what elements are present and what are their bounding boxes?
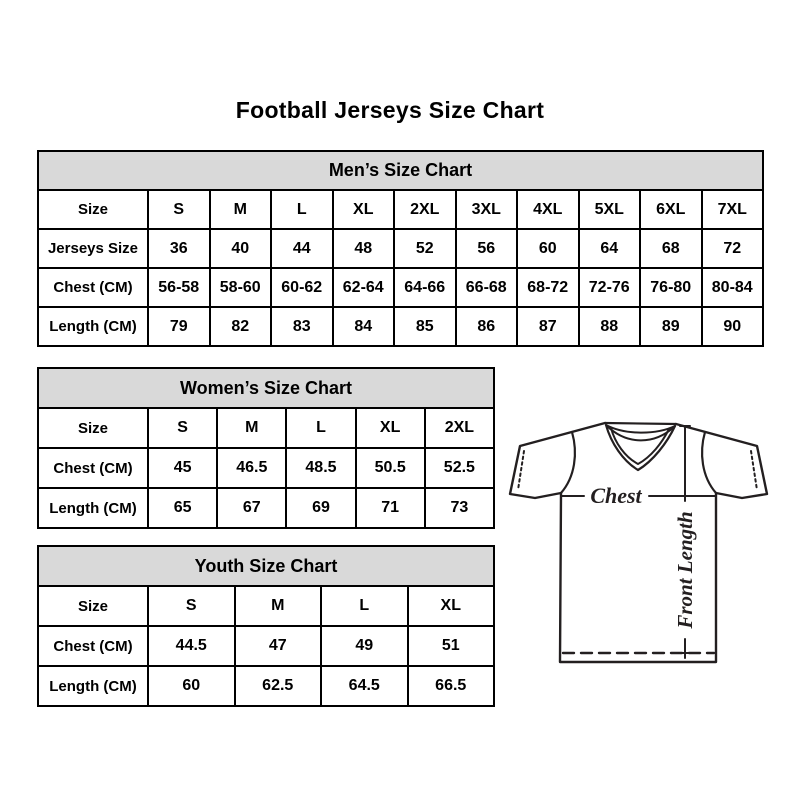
size-value: 84 bbox=[333, 307, 395, 346]
youth-size-table bbox=[37, 545, 495, 707]
column-header: 2XL bbox=[425, 408, 494, 448]
size-value: 87 bbox=[517, 307, 579, 346]
size-value: 48.5 bbox=[286, 448, 355, 488]
column-header: S bbox=[148, 190, 210, 229]
size-value: 45 bbox=[148, 448, 217, 488]
page-title: Football Jerseys Size Chart bbox=[235, 97, 545, 123]
size-value: 56 bbox=[456, 229, 518, 268]
column-header: 4XL bbox=[517, 190, 579, 229]
size-value: 46.5 bbox=[217, 448, 286, 488]
table-title: Youth Size Chart bbox=[38, 546, 494, 586]
column-header: XL bbox=[408, 586, 495, 626]
table-header-row bbox=[38, 190, 763, 229]
column-header: L bbox=[321, 586, 408, 626]
front-length-label: Front Length bbox=[673, 511, 697, 629]
size-value: 49 bbox=[321, 626, 408, 666]
table-title-row bbox=[38, 546, 494, 586]
size-value: 40 bbox=[210, 229, 272, 268]
size-value: 79 bbox=[148, 307, 210, 346]
column-header: 3XL bbox=[456, 190, 518, 229]
table-header-row bbox=[38, 408, 494, 448]
size-value: 60 bbox=[148, 666, 235, 706]
column-header: Size bbox=[38, 586, 148, 626]
table-header-row bbox=[38, 586, 494, 626]
row-label: Chest (CM) bbox=[38, 626, 148, 666]
size-value: 72 bbox=[702, 229, 764, 268]
table-row bbox=[38, 448, 494, 488]
row-label: Jerseys Size bbox=[38, 229, 148, 268]
table-row bbox=[38, 488, 494, 528]
size-value: 62.5 bbox=[235, 666, 322, 706]
column-header: XL bbox=[333, 190, 395, 229]
size-value: 67 bbox=[217, 488, 286, 528]
size-value: 90 bbox=[702, 307, 764, 346]
jersey-armhole-seam-right bbox=[702, 432, 716, 493]
jersey-cuff-stitch-right bbox=[751, 451, 757, 490]
size-value: 47 bbox=[235, 626, 322, 666]
size-value: 89 bbox=[640, 307, 702, 346]
column-header: Size bbox=[38, 190, 148, 229]
size-value: 64.5 bbox=[321, 666, 408, 706]
column-header: XL bbox=[356, 408, 425, 448]
jersey-measurement-diagram bbox=[495, 395, 780, 680]
size-value: 64-66 bbox=[394, 268, 456, 307]
size-value: 83 bbox=[271, 307, 333, 346]
womens-size-table bbox=[37, 367, 495, 529]
jersey-collar-top-edge bbox=[605, 423, 676, 424]
size-value: 52.5 bbox=[425, 448, 494, 488]
size-value: 82 bbox=[210, 307, 272, 346]
size-value: 72-76 bbox=[579, 268, 641, 307]
size-value: 60 bbox=[517, 229, 579, 268]
row-label: Chest (CM) bbox=[38, 448, 148, 488]
size-value: 44 bbox=[271, 229, 333, 268]
jersey-collar-curve-1 bbox=[606, 425, 675, 433]
size-value: 50.5 bbox=[356, 448, 425, 488]
column-header: 2XL bbox=[394, 190, 456, 229]
column-header: M bbox=[210, 190, 272, 229]
size-value: 52 bbox=[394, 229, 456, 268]
table-row bbox=[38, 229, 763, 268]
column-header: Size bbox=[38, 408, 148, 448]
column-header: M bbox=[235, 586, 322, 626]
table-row bbox=[38, 307, 763, 346]
jersey-armhole-seam-left bbox=[561, 432, 575, 493]
size-value: 68-72 bbox=[517, 268, 579, 307]
size-value: 71 bbox=[356, 488, 425, 528]
row-label: Length (CM) bbox=[38, 307, 148, 346]
column-header: M bbox=[217, 408, 286, 448]
table-row bbox=[38, 666, 494, 706]
column-header: 5XL bbox=[579, 190, 641, 229]
size-value: 66-68 bbox=[456, 268, 518, 307]
size-value: 62-64 bbox=[333, 268, 395, 307]
column-header: S bbox=[148, 408, 217, 448]
size-value: 58-60 bbox=[210, 268, 272, 307]
size-value: 68 bbox=[640, 229, 702, 268]
size-value: 65 bbox=[148, 488, 217, 528]
row-label: Chest (CM) bbox=[38, 268, 148, 307]
size-value: 44.5 bbox=[148, 626, 235, 666]
table-row bbox=[38, 626, 494, 666]
size-value: 88 bbox=[579, 307, 641, 346]
size-value: 64 bbox=[579, 229, 641, 268]
size-value: 48 bbox=[333, 229, 395, 268]
chest-label: Chest bbox=[590, 483, 642, 508]
mens-size-table bbox=[37, 150, 764, 347]
table-title: Women’s Size Chart bbox=[38, 368, 494, 408]
column-header: 6XL bbox=[640, 190, 702, 229]
size-value: 73 bbox=[425, 488, 494, 528]
size-value: 51 bbox=[408, 626, 495, 666]
column-header: L bbox=[286, 408, 355, 448]
size-value: 86 bbox=[456, 307, 518, 346]
table-row bbox=[38, 268, 763, 307]
column-header: 7XL bbox=[702, 190, 764, 229]
size-value: 69 bbox=[286, 488, 355, 528]
column-header: S bbox=[148, 586, 235, 626]
size-value: 60-62 bbox=[271, 268, 333, 307]
table-title-row bbox=[38, 368, 494, 408]
size-value: 80-84 bbox=[702, 268, 764, 307]
table-title-row bbox=[38, 151, 763, 190]
size-value: 76-80 bbox=[640, 268, 702, 307]
row-label: Length (CM) bbox=[38, 666, 148, 706]
table-title: Men’s Size Chart bbox=[38, 151, 763, 190]
size-value: 36 bbox=[148, 229, 210, 268]
size-value: 85 bbox=[394, 307, 456, 346]
jersey-body-outline bbox=[510, 423, 767, 662]
size-value: 56-58 bbox=[148, 268, 210, 307]
size-value: 66.5 bbox=[408, 666, 495, 706]
column-header: L bbox=[271, 190, 333, 229]
row-label: Length (CM) bbox=[38, 488, 148, 528]
